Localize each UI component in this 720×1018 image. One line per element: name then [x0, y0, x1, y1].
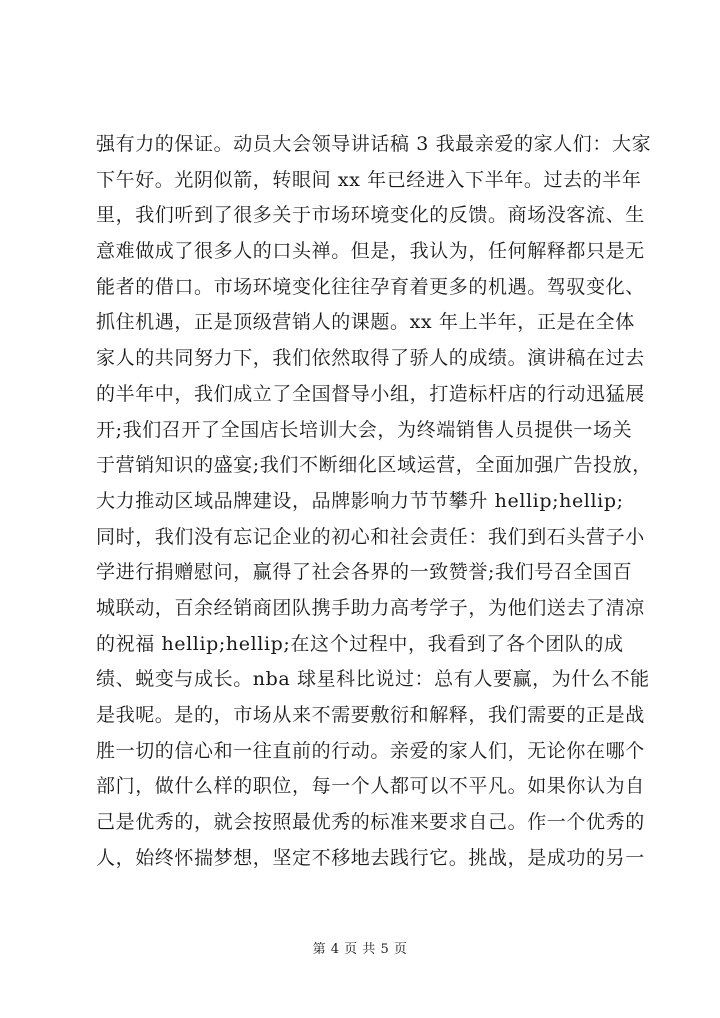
text-line: 学进行捐赠慰问，赢得了社会各界的一致赞誉;我们号召全国百 — [96, 561, 633, 584]
text-line: 强有力的保证。动员大会领导讲话稿 3 我最亲爱的家人们：大家 — [96, 133, 652, 155]
text-line: 是我呢。是的，市场从来不需要敷衍和解释，我们需要的正是战 — [96, 704, 645, 726]
text-line: 的祝福 hellip;hellip;在这个过程中，我看到了各个团队的成 — [96, 632, 624, 655]
page-number-footer: 第 4 页 共 5 页 — [312, 942, 408, 957]
text-line: 大力推动区域品牌建设，品牌影响力节节攀升 hellip;hellip; — [96, 489, 624, 512]
text-line: 城联动，百余经销商团队携手助力高考学子，为他们送去了清凉 — [96, 596, 645, 619]
body-text — [96, 127, 652, 876]
text-line: 绩、蜕变与成长。nba 球星科比说过：总有人要赢，为什么不能 — [96, 668, 650, 691]
text-line: 同时，我们没有忘记企业的初心和社会责任：我们到石头营子小 — [96, 525, 645, 548]
text-line: 抓住机遇，正是顶级营销人的课题。xx 年上半年，正是在全体 — [96, 311, 635, 334]
text-line: 于营销知识的盛宴;我们不断细化区域运营，全面加强广告投放， — [96, 454, 652, 477]
text-line: 人，始终怀揣梦想，坚定不移地去践行它。挑战，是成功的另一 — [96, 846, 645, 869]
text-line: 能者的借口。市场环境变化往往孕育着更多的机遇。驾驭变化、 — [96, 275, 645, 298]
text-line: 意难做成了很多人的口头禅。但是，我认为，任何解释都只是无 — [96, 240, 645, 263]
text-line: 家人的共同努力下，我们依然取得了骄人的成绩。演讲稿在过去 — [96, 347, 645, 370]
text-line: 的半年中，我们成立了全国督导小组，打造标杆店的行动迅猛展 — [96, 382, 645, 405]
text-line: 己是优秀的，就会按照最优秀的标准来要求自己。作一个优秀的 — [96, 811, 645, 834]
text-line: 开;我们召开了全国店长培训大会，为终端销售人员提供一场关 — [96, 418, 633, 441]
text-line: 胜一切的信心和一往直前的行动。亲爱的家人们，无论你在哪个 — [96, 739, 645, 762]
text-line: 里，我们听到了很多关于市场环境变化的反馈。商场没客流、生 — [96, 204, 645, 227]
text-line: 部门，做什么样的职位，每一个人都可以不平凡。如果你认为自 — [96, 775, 645, 798]
text-line: 下午好。光阴似箭，转眼间 xx 年已经进入下半年。过去的半年 — [96, 168, 642, 191]
